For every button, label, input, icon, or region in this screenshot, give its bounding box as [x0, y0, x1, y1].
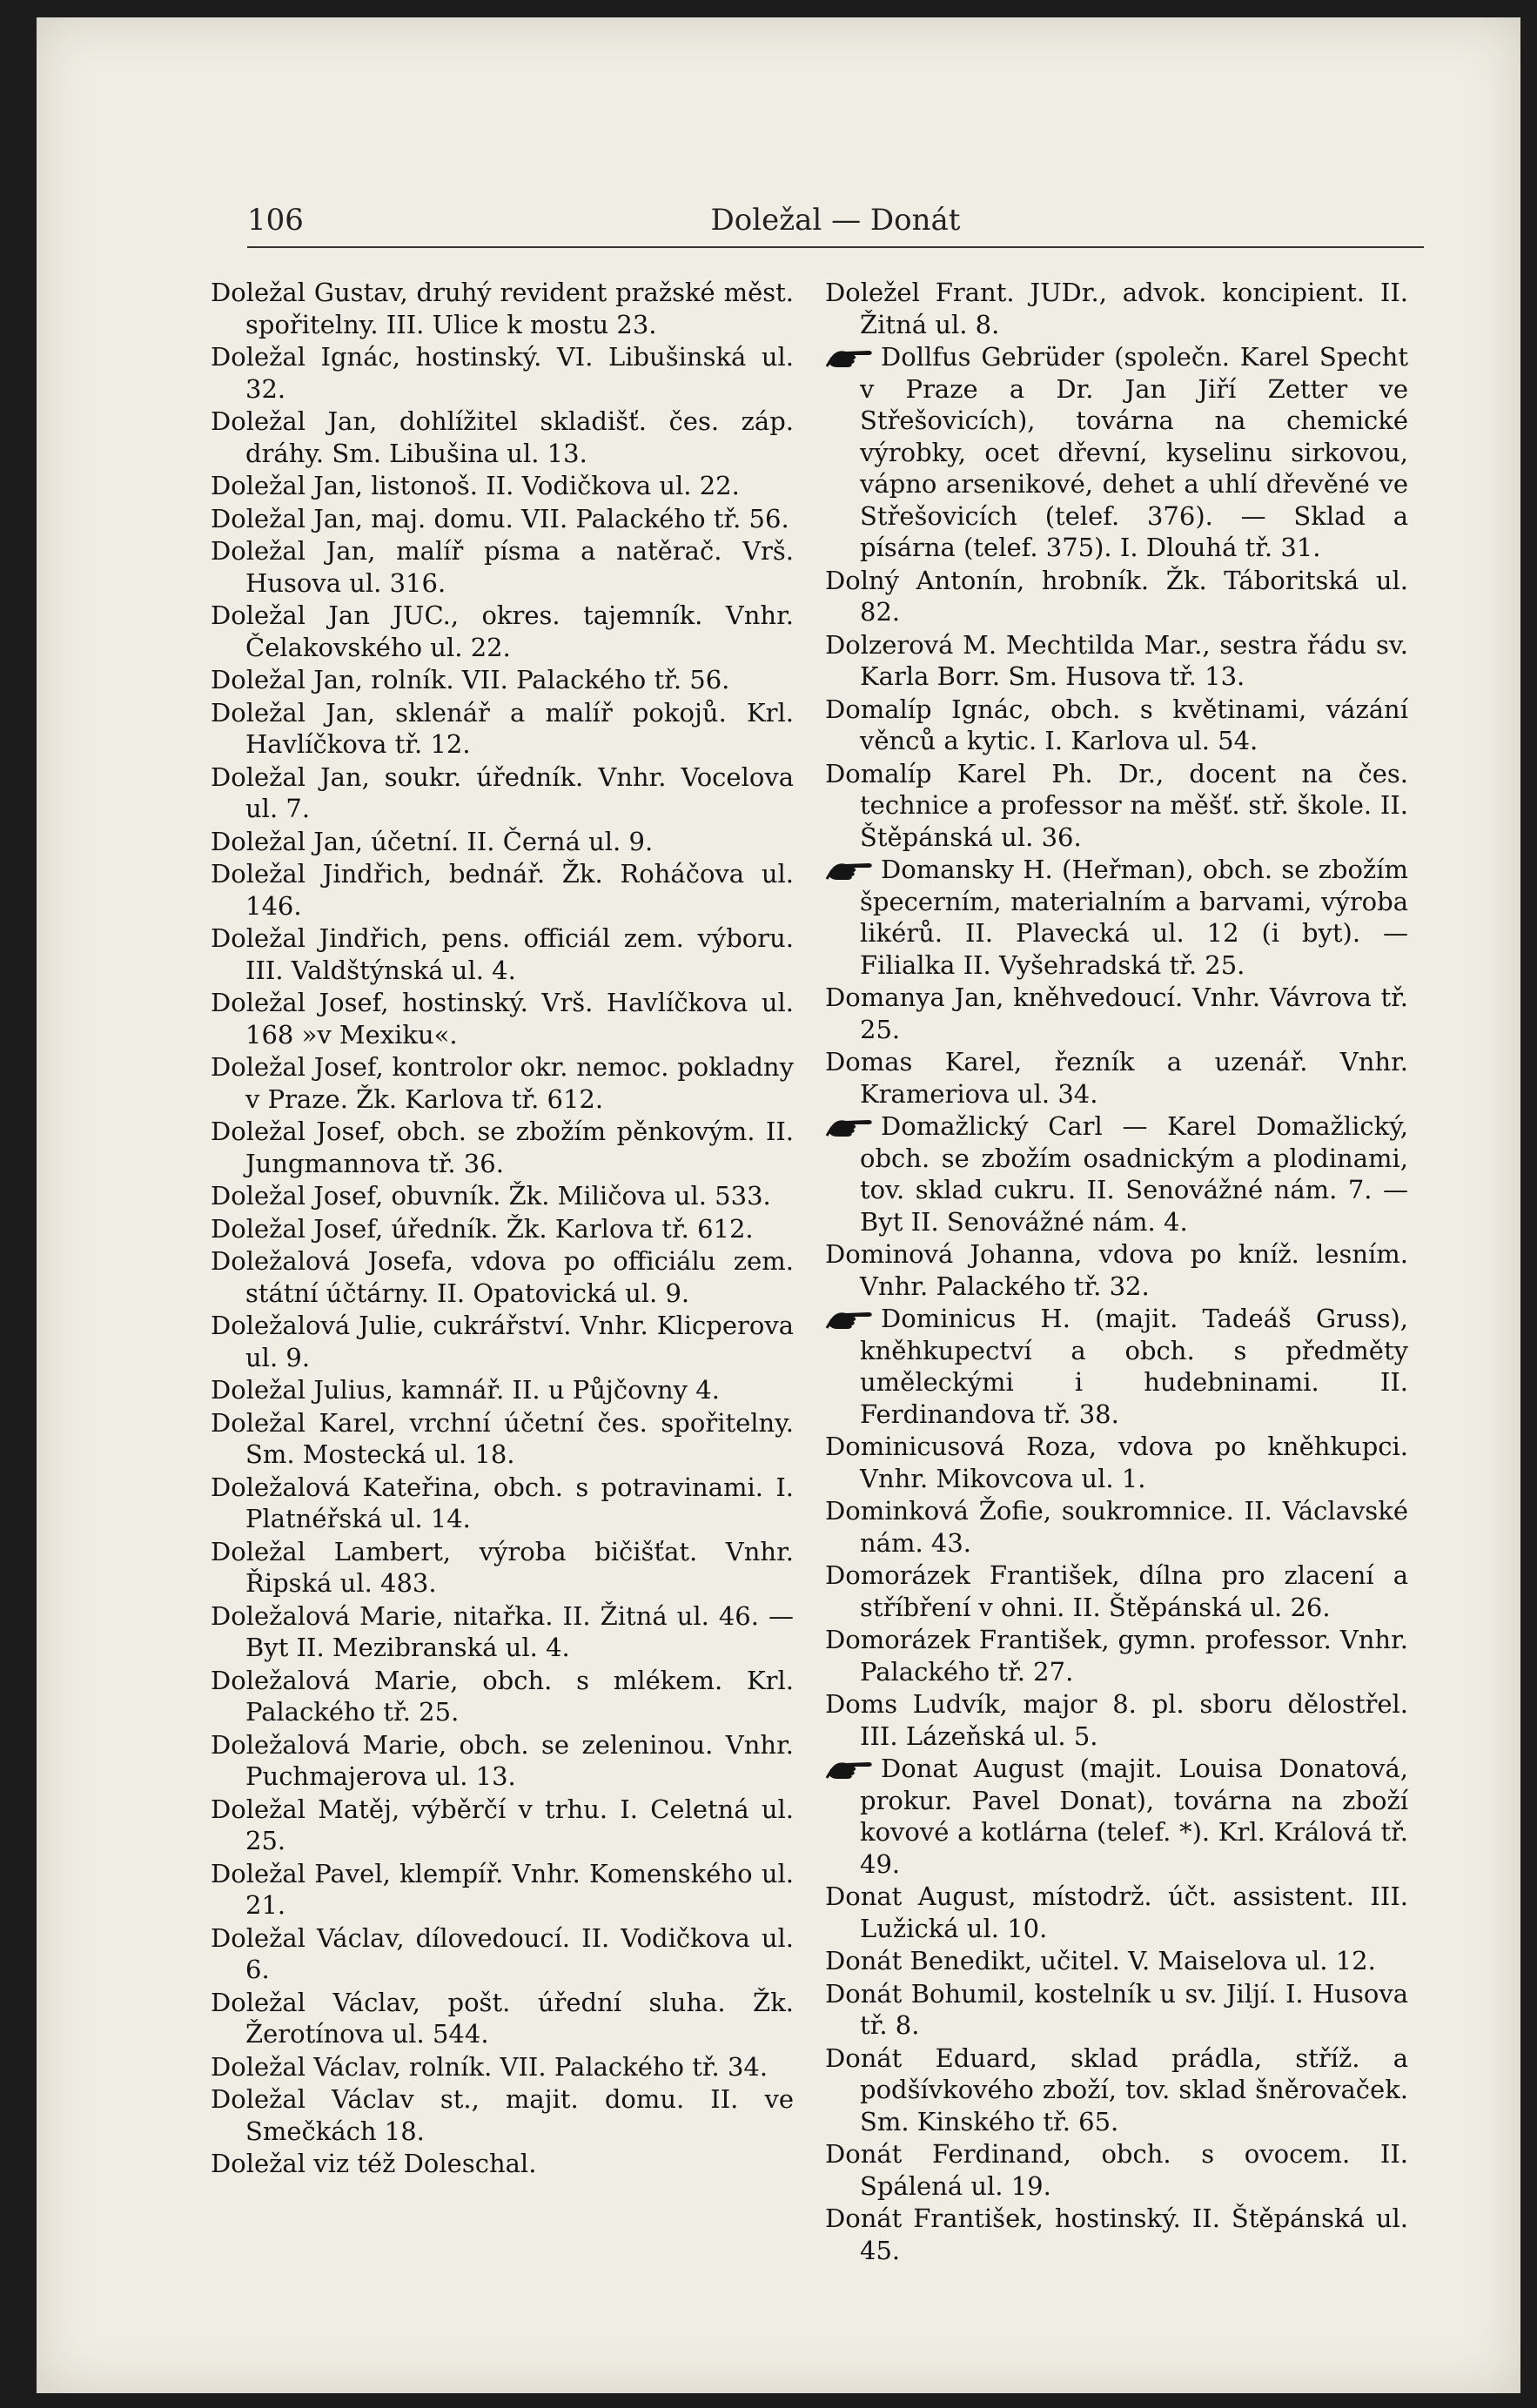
directory-entry [825, 758, 1408, 854]
directory-entry [825, 1753, 1408, 1880]
entry-text: Doležal Karel, vrchní účetní čes. spořitelny. Sm. Mostecká ul. 18. [211, 1407, 794, 1469]
directory-entry [825, 629, 1408, 693]
entry-text: Doležal Jindřich, pens. officiál zem. výboru. III. Valdštýnská ul. 4. [211, 923, 794, 985]
directory-entry [825, 982, 1408, 1045]
directory-entry [825, 277, 1408, 340]
directory-entry [211, 922, 794, 986]
entry-text: Doležalová Josefa, vdova po officiálu zem. státní účtárny. II. Opatovická ul. 9. [211, 1246, 794, 1308]
right-column [825, 277, 1408, 2267]
entry-text: Donát Eduard, sklad prádla, stříž. a podšívkového zboží, tov. sklad šněrovaček. Sm. Kinského tř. 65. [825, 2042, 1408, 2136]
entry-text: Doležal Ignác, hostinský. VI. Libušinská ul. 32. [211, 342, 794, 404]
entry-text: Dolný Antonín, hrobník. Žk. Táboritská ul. 82. [825, 565, 1408, 627]
entry-text: Domalíp Karel Ph. Dr., docent na čes. technice a professor na měšť. stř. škole. II. Štěpánská ul. 36. [825, 758, 1408, 852]
directory-entry [211, 1310, 794, 1373]
entry-text: Doležal Gustav, druhý revident pražské měst. spořitelny. III. Ulice k mostu 23. [211, 278, 794, 339]
entry-text: Domorázek František, gymn. professor. Vnhr. Palackého tř. 27. [825, 1625, 1408, 1687]
directory-entry [211, 1051, 794, 1115]
entry-text: Dolzerová M. Mechtilda Mar., sestra řádu sv. Karla Borr. Sm. Husova tř. 13. [825, 629, 1408, 691]
entry-text: Donát Benedikt, učitel. V. Maiselova ul. 12. [825, 1946, 1376, 1975]
pointing-hand-icon [825, 1115, 876, 1137]
directory-entry [211, 1245, 794, 1309]
entry-text: Domanya Jan, kněhvedoucí. Vnhr. Vávrova tř. 25. [825, 983, 1408, 1044]
entry-text: Doležal Jan JUC., okres. tajemník. Vnhr. Čelakovského ul. 22. [211, 600, 794, 662]
entry-text: Doležal Josef, kontrolor okr. nemoc. pokladny v Praze. Žk. Karlova tř. 612. [211, 1052, 794, 1114]
directory-entry [211, 664, 794, 696]
directory-entry [211, 1536, 794, 1600]
entry-text: Domalíp Ignác, obch. s květinami, vázání věnců a kytic. I. Karlova ul. 54. [825, 694, 1408, 755]
entry-text: Donat August, místodrž. účt. assistent. III. Lužická ul. 10. [825, 1881, 1408, 1943]
left-column [211, 277, 794, 2181]
entry-text: Donát Ferdinand, obch. s ovocem. II. Spálená ul. 19. [825, 2139, 1408, 2201]
directory-entry [825, 2138, 1408, 2202]
directory-entry [825, 1303, 1408, 1430]
entry-text: Doležal Jindřich, bednář. Žk. Roháčova ul. 146. [211, 859, 794, 921]
entry-text: Doležal Jan, malíř písma a natěrač. Vrš. Husova ul. 316. [211, 536, 794, 598]
entry-text: Donát Bohumil, kostelník u sv. Jiljí. I. Husova tř. 8. [825, 1978, 1408, 2040]
page-header [247, 203, 1424, 248]
directory-entry [211, 826, 794, 858]
directory-entry [825, 1046, 1408, 1110]
entry-text: Domažlický Carl — Karel Domažlický, obch. se zbožím osadnickým a plodinami, tov. sklad cukru. II. Senovážné nám. 7. — Byt II. Senovážné nám. 4. [860, 1111, 1408, 1237]
directory-entry [211, 2083, 794, 2147]
directory-entry [211, 858, 794, 922]
entry-text: Doležal Jan, dohlížitel skladišť. čes. záp. dráhy. Sm. Libušina ul. 13. [211, 406, 794, 468]
directory-entry [825, 2042, 1408, 2138]
entry-text: Domas Karel, řezník a uzenář. Vnhr. Krameriova ul. 34. [825, 1047, 1408, 1109]
directory-entry [825, 1110, 1408, 1238]
directory-entry [211, 1374, 794, 1406]
directory-entry [211, 1858, 794, 1922]
entry-text: Doležal Jan, rolník. VII. Palackého tř. 56. [211, 665, 730, 694]
directory-entry [211, 503, 794, 535]
directory-entry [211, 697, 794, 761]
pointing-hand-icon [825, 1757, 876, 1780]
directory-entry [211, 2051, 794, 2083]
entry-text: Doležalová Marie, obch. se zeleninou. Vnhr. Puchmajerova ul. 13. [211, 1729, 794, 1791]
directory-entry [825, 1688, 1408, 1752]
entry-text: Doležal Matěj, výběrčí v trhu. I. Celetná ul. 25. [211, 1794, 794, 1855]
entry-text: Doležal viz též Doleschal. [211, 2149, 537, 2178]
entry-text: Doležal Jan, listonoš. II. Vodičkova ul. 22. [211, 471, 740, 500]
directory-entry [825, 2203, 1408, 2266]
entry-text: Doležal Pavel, klempíř. Vnhr. Komenského ul. 21. [211, 1858, 794, 1920]
entry-text: Dominicusová Roza, vdova po kněhkupci. Vnhr. Mikovcova ul. 1. [825, 1432, 1408, 1493]
directory-entry [211, 277, 794, 340]
directory-entry [211, 600, 794, 663]
entry-text: Doležal Josef, obuvník. Žk. Miličova ul. 533. [211, 1181, 771, 1211]
entry-text: Doležal Jan, sklenář a malíř pokojů. Krl. Havlíčkova tř. 12. [211, 697, 794, 759]
entry-text: Donát František, hostinský. II. Štěpánská ul. 45. [825, 2203, 1408, 2265]
entry-text: Domansky H. (Heřman), obch. se zbožím špecerním, materialním a barvami, výroba likérů. II. Plavecká ul. 12 (i byt). — Filialka II. Vyšehradská tř. 25. [860, 855, 1408, 980]
page-number: 106 [247, 203, 304, 238]
directory-entry [211, 761, 794, 825]
entry-text: Doležal Václav, pošt. úřední sluha. Žk. Žerotínova ul. 544. [211, 1987, 794, 2049]
directory-entry [825, 694, 1408, 757]
entry-text: Doležal Václav, dílovedoucí. II. Vodičkova ul. 6. [211, 1922, 794, 1984]
directory-entry [211, 1922, 794, 1986]
entry-text: Domorázek František, dílna pro zlacení a stříbření v ohni. II. Štěpánská ul. 26. [825, 1560, 1408, 1622]
directory-entry [211, 1729, 794, 1793]
directory-entry [211, 1472, 794, 1535]
pointing-hand-icon [825, 858, 876, 881]
entry-text: Doležalová Marie, nitařka. II. Žitná ul. 46. — Byt II. Mezibranská ul. 4. [211, 1600, 794, 1662]
entry-text: Dominicus H. (majit. Tadeáš Gruss), kněhkupectví a obch. s předměty uměleckými i hudebninami. II. Ferdinandova tř. 38. [860, 1304, 1408, 1429]
directory-entry [211, 470, 794, 502]
entry-text: Doms Ludvík, major 8. pl. sboru dělostřel. III. Lázeňská ul. 5. [825, 1689, 1408, 1751]
directory-entry [211, 1794, 794, 1857]
entry-text: Doležal Lambert, výroba bičišťat. Vnhr. Řipská ul. 483. [211, 1536, 794, 1598]
directory-entry [211, 1600, 794, 1664]
entry-text: Donat August (majit. Louisa Donatová, prokur. Pavel Donat), továrna na zboží kovové a kotlárna (telef. *). Krl. Králová tř. 49. [860, 1754, 1408, 1879]
directory-entry [825, 1624, 1408, 1687]
entry-text: Doležal Jan, účetní. II. Černá ul. 9. [211, 826, 654, 856]
directory-entry [825, 854, 1408, 981]
entry-text: Dominová Johanna, vdova po kníž. lesním. Vnhr. Palackého tř. 32. [825, 1239, 1408, 1301]
entry-text: Doležal Jan, soukr. úředník. Vnhr. Vocelova ul. 7. [211, 761, 794, 823]
pointing-hand-icon [825, 1307, 876, 1330]
pointing-hand-icon [825, 345, 876, 368]
directory-entry [825, 341, 1408, 564]
directory-entry [825, 565, 1408, 628]
directory-entry [211, 1407, 794, 1471]
entry-text: Doležal Václav, rolník. VII. Palackého tř. 34. [211, 2051, 768, 2082]
entry-text: Doležal Josef, hostinský. Vrš. Havlíčkova ul. 168 »v Mexiku«. [211, 988, 794, 1050]
entry-text: Doležalová Julie, cukrářství. Vnhr. Klicperova ul. 9. [211, 1311, 794, 1372]
entry-text: Dollfus Gebrüder (společn. Karel Specht v Praze a Dr. Jan Jiří Zetter ve Střešovicích), továrna na chemické výrobky, ocet dřevní, kyselinu sirkovou, vápno arsenikové, dehet a uhlí dřevěné ve Střešovicích (telef. 376). — Sklad a písárna (telef. 375). I. Dlouhá tř. 31. [860, 342, 1408, 562]
directory-entry [825, 1945, 1408, 1977]
directory-entry [825, 1978, 1408, 2042]
directory-entry [825, 1559, 1408, 1623]
entry-text: Doležal Václav st., majit. domu. II. ve Smečkách 18. [211, 2084, 794, 2146]
directory-entry [211, 1116, 794, 1179]
entry-text: Doležel Frant. JUDr., advok. koncipient. II. Žitná ul. 8. [825, 278, 1408, 339]
directory-entry [211, 341, 794, 405]
entry-text: Doležalová Marie, obch. s mlékem. Krl. Palackého tř. 25. [211, 1665, 794, 1727]
directory-entry [211, 2148, 794, 2180]
directory-entry [211, 987, 794, 1050]
entry-text: Doležalová Kateřina, obch. s potravinami. I. Platnéřská ul. 14. [211, 1472, 794, 1533]
directory-entry [211, 1665, 794, 1728]
entry-text: Doležal Josef, obch. se zbožím pěnkovým. II. Jungmannova tř. 36. [211, 1117, 794, 1178]
directory-entry [211, 535, 794, 599]
directory-entry [825, 1431, 1408, 1494]
directory-entry [825, 1881, 1408, 1944]
entry-text: Doležal Josef, úředník. Žk. Karlova tř. 612. [211, 1213, 754, 1244]
entry-text: Dominková Žofie, soukromnice. II. Václavské nám. 43. [825, 1496, 1408, 1558]
entry-text: Doležal Julius, kamnář. II. u Půjčovny 4. [211, 1375, 720, 1405]
directory-entry [211, 406, 794, 469]
directory-entry [211, 1213, 794, 1245]
directory-entry [211, 1180, 794, 1212]
directory-entry [211, 1987, 794, 2050]
running-head: Doležal — Donát [710, 203, 961, 238]
directory-entry [825, 1238, 1408, 1302]
directory-entry [825, 1495, 1408, 1559]
entry-text: Doležal Jan, maj. domu. VII. Palackého tř. 56. [211, 503, 789, 533]
